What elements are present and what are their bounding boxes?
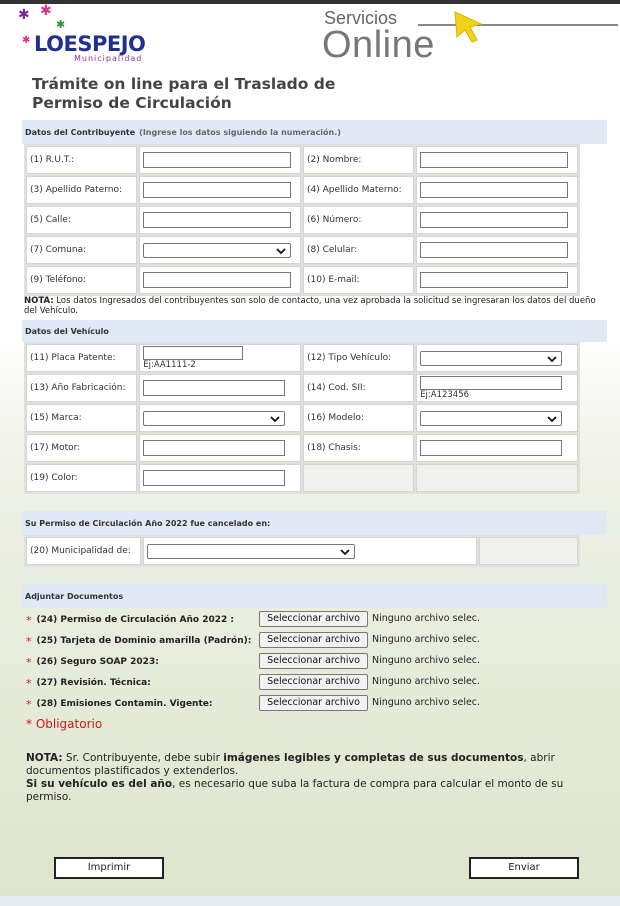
cursor-arrow-icon	[453, 10, 485, 44]
cod-sii-label: (14) Cod. SII:	[303, 374, 414, 402]
modelo-select[interactable]	[420, 411, 562, 426]
chasis-input[interactable]	[420, 440, 562, 456]
attachment-label: (25) Tarjeta de Dominio amarilla (Padrón):	[36, 636, 252, 646]
page-title	[32, 75, 392, 113]
note-bold: NOTA:	[24, 296, 54, 306]
bottom-bar	[0, 896, 620, 906]
empty-cell	[416, 464, 578, 492]
attachment-row	[26, 653, 159, 671]
file-status: Ninguno archivo selec.	[372, 655, 481, 666]
apellido-materno-label: (4) Apellido Materno:	[303, 176, 414, 204]
required-marker: *	[26, 634, 32, 648]
email-input[interactable]	[420, 272, 568, 288]
final-note	[26, 752, 601, 804]
required-legend: * Obligatorio	[26, 717, 103, 731]
chevron-down-icon	[547, 354, 557, 364]
vehiculo-form	[24, 342, 580, 494]
rut-input[interactable]	[143, 152, 291, 168]
comuna-label: (7) Comuna:	[26, 236, 137, 264]
permiso-form	[24, 535, 580, 567]
section-header-contribuyente	[22, 120, 607, 144]
select-file-button[interactable]: Seleccionar archivo	[259, 653, 368, 669]
required-marker: *	[26, 655, 32, 669]
section-title: Datos del Vehículo	[25, 326, 109, 336]
calle-label: (5) Calle:	[26, 206, 137, 234]
section-title: Su Permiso de Circulación Año 2022 fue cancelado en:	[25, 518, 271, 528]
final-note-p1	[26, 752, 601, 778]
section-title: Datos del Contribuyente	[25, 127, 136, 137]
attachment-label: (26) Seguro SOAP 2023:	[36, 657, 159, 667]
apellido-materno-input[interactable]	[420, 182, 568, 198]
telefono-input[interactable]	[143, 272, 291, 288]
final-note-emphasis: imágenes legibles y completas de sus documentos	[223, 752, 524, 764]
attachment-row	[26, 695, 212, 713]
logo-title: LOESPEJO	[34, 32, 146, 56]
attachment-row	[26, 611, 234, 629]
section-header-vehiculo	[22, 320, 607, 342]
attachment-row	[26, 632, 251, 650]
anio-fabricacion-label: (13) Año Fabricación:	[26, 374, 137, 402]
section-header-adjuntos	[22, 584, 607, 608]
flower-icon: ✱	[56, 18, 66, 31]
nombre-label: (2) Nombre:	[303, 146, 414, 174]
municipalidad-select[interactable]	[147, 544, 355, 559]
final-note-text: , es necesario que suba la factura de compra para calcular el monto de su permiso.	[26, 778, 564, 803]
municipalidad-label: (20) Municipalidad de:	[26, 537, 141, 565]
numero-label: (6) Número:	[303, 206, 414, 234]
placa-example: Ej:AA1111-2	[143, 360, 196, 370]
contribuyente-form	[24, 144, 580, 296]
flower-icon: ✱	[40, 3, 52, 19]
select-file-button[interactable]: Seleccionar archivo	[259, 695, 368, 711]
attachment-row	[26, 674, 151, 692]
section-hint: (Ingrese los datos siguiendo la numeración.)	[139, 127, 341, 137]
modelo-label: (16) Modelo:	[303, 404, 414, 432]
calle-input[interactable]	[143, 212, 291, 228]
anio-fabricacion-input[interactable]	[143, 380, 285, 396]
final-note-emphasis: Si su vehículo es del año	[26, 778, 173, 790]
logo-subtitle: Municipalidad	[74, 54, 143, 63]
tipo-vehiculo-select[interactable]	[420, 351, 562, 366]
page-title-line2: Permiso de Circulación	[32, 94, 232, 112]
required-marker: *	[26, 697, 32, 711]
telefono-label: (9) Teléfono:	[26, 266, 137, 294]
color-label: (19) Color:	[26, 464, 137, 492]
placa-input[interactable]	[143, 346, 243, 360]
flower-icon: ✱	[18, 7, 30, 23]
chevron-down-icon	[547, 414, 557, 424]
apellido-paterno-input[interactable]	[143, 182, 291, 198]
banner-line	[418, 24, 618, 26]
select-file-button[interactable]: Seleccionar archivo	[259, 674, 368, 690]
numero-input[interactable]	[420, 212, 568, 228]
marca-label: (15) Marca:	[26, 404, 137, 432]
celular-label: (8) Celular:	[303, 236, 414, 264]
select-file-button[interactable]: Seleccionar archivo	[259, 611, 368, 627]
select-file-button[interactable]: Seleccionar archivo	[259, 632, 368, 648]
email-label: (10) E-mail:	[303, 266, 414, 294]
marca-select[interactable]	[143, 411, 285, 426]
note-text: Los datos Ingresados del contribuyentes son solo de contacto, una vez aprobada la solicitud se ingresaran los datos del dueño del Vehículo.	[24, 296, 596, 316]
required-marker: *	[26, 676, 32, 690]
final-note-bold: NOTA:	[26, 752, 63, 764]
cod-sii-input[interactable]	[420, 376, 562, 390]
tipo-vehiculo-label: (12) Tipo Vehículo:	[303, 344, 414, 372]
services-small-text: Servicios	[324, 8, 398, 28]
contact-note	[24, 296, 604, 316]
rut-label: (1) R.U.T.:	[26, 146, 137, 174]
flower-icon: ✱	[22, 35, 31, 46]
section-title: Adjuntar Documentos	[25, 591, 124, 601]
file-status: Ninguno archivo selec.	[372, 613, 481, 624]
color-input[interactable]	[143, 470, 285, 486]
chevron-down-icon	[270, 414, 280, 424]
final-note-text: , abrir documentos plastificados y extenderlos.	[26, 752, 555, 777]
send-button[interactable]: Enviar	[469, 857, 579, 879]
motor-input[interactable]	[143, 440, 285, 456]
final-note-p2	[26, 778, 601, 804]
comuna-select[interactable]	[143, 243, 291, 258]
attachment-label: (24) Permiso de Circulación Año 2022 :	[36, 615, 234, 625]
file-status: Ninguno archivo selec.	[372, 676, 481, 687]
services-online-banner	[322, 6, 522, 66]
chevron-down-icon	[276, 246, 286, 256]
print-button[interactable]: Imprimir	[54, 857, 164, 879]
placa-label: (11) Placa Patente:	[26, 344, 137, 372]
motor-label: (17) Motor:	[26, 434, 137, 462]
cod-sii-example: Ej:A123456	[420, 390, 470, 400]
services-big-text: Online	[322, 24, 435, 66]
empty-cell	[479, 537, 578, 565]
file-status: Ninguno archivo selec.	[372, 697, 481, 708]
attachment-label: (28) Emisiones Contamin. Vigente:	[36, 699, 213, 709]
celular-input[interactable]	[420, 242, 568, 258]
section-header-permiso	[22, 511, 607, 535]
apellido-paterno-label: (3) Apellido Paterno:	[26, 176, 137, 204]
nombre-input[interactable]	[420, 152, 568, 168]
chasis-label: (18) Chasis:	[303, 434, 414, 462]
chevron-down-icon	[340, 547, 350, 557]
empty-cell	[303, 464, 414, 492]
page-title-line1: Trámite on line para el Traslado de	[32, 75, 336, 93]
required-marker: *	[26, 613, 32, 627]
file-status: Ninguno archivo selec.	[372, 634, 481, 645]
attachment-label: (27) Revisión. Técnica:	[36, 678, 151, 688]
final-note-text: Sr. Contribuyente, debe subir	[62, 752, 224, 764]
municipality-logo	[18, 4, 178, 62]
